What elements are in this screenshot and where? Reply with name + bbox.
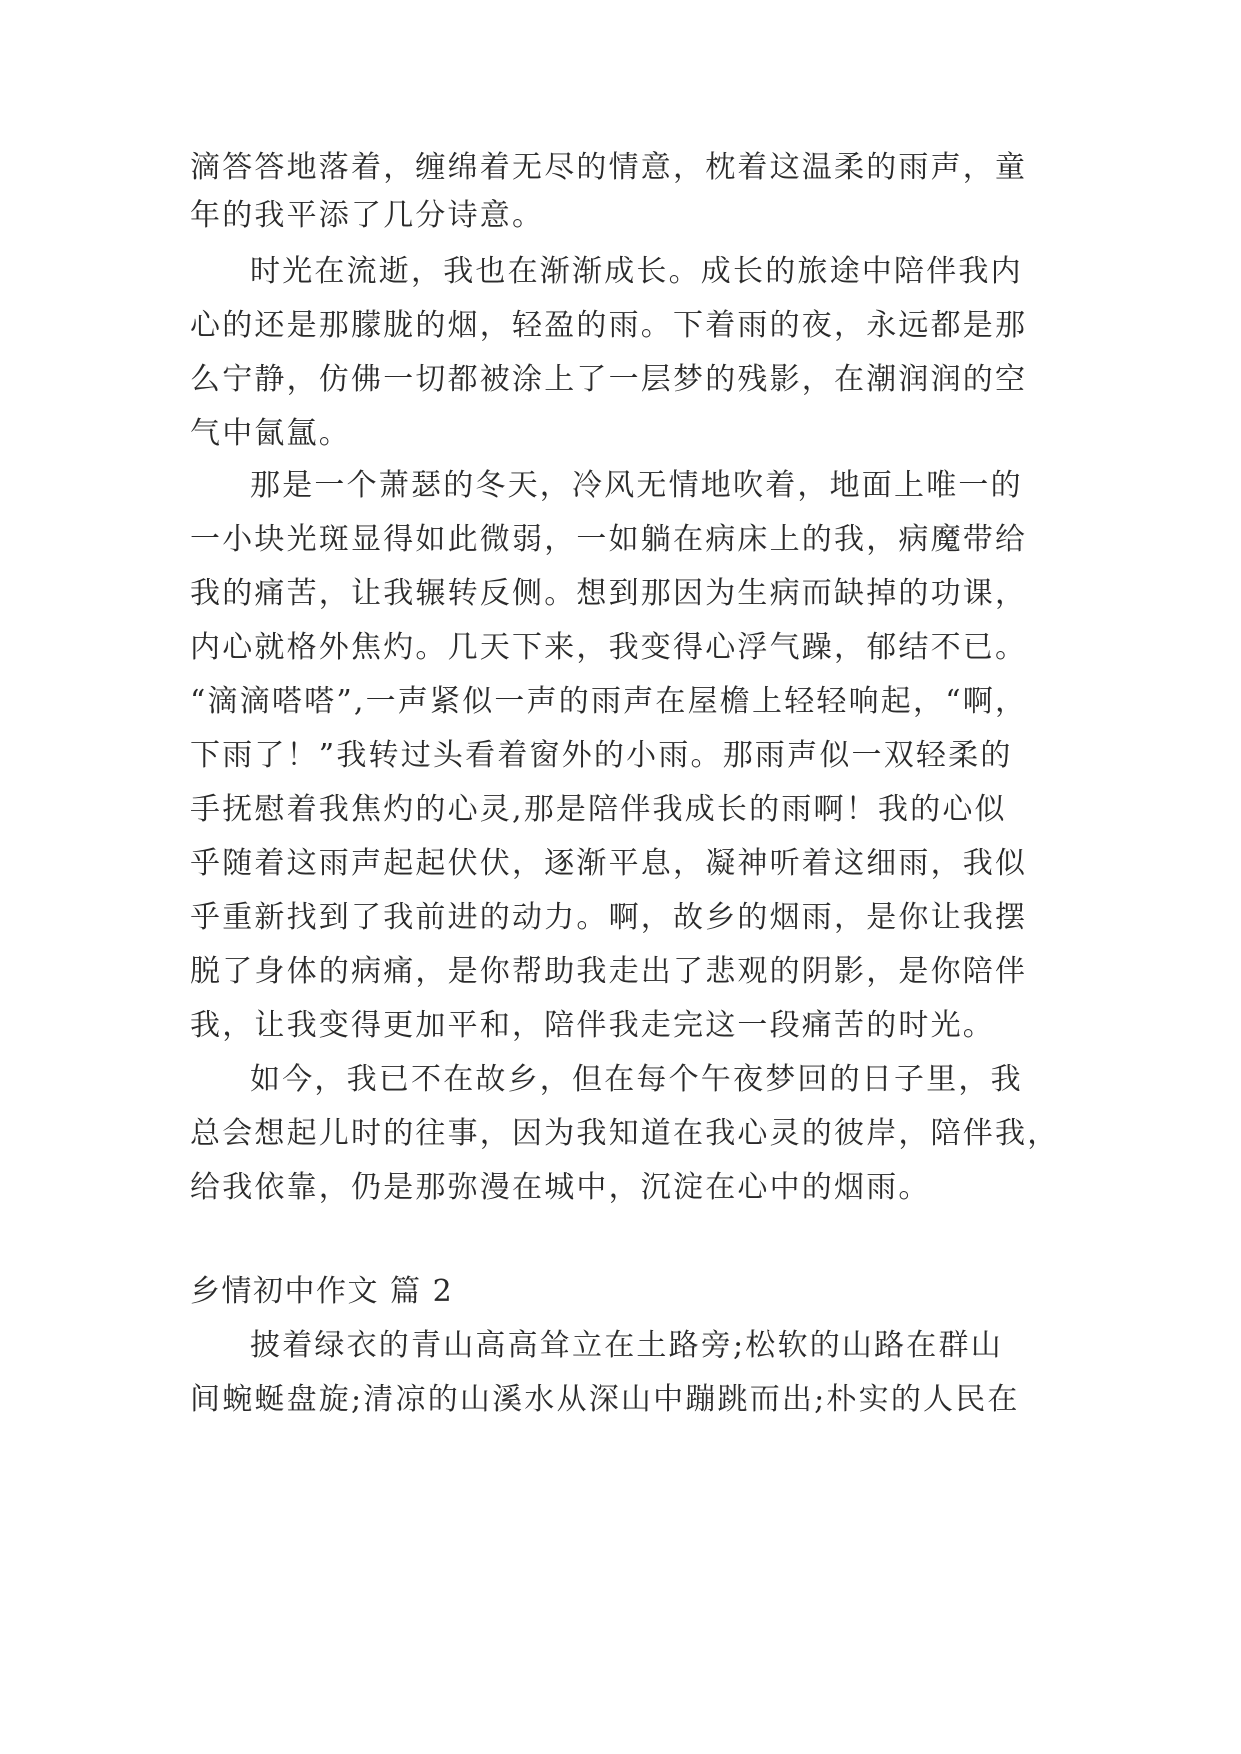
paragraph-line: 间蜿蜒盘旋;清凉的山溪水从深山中蹦跳而出;朴实的人民在 (190, 1382, 1020, 1417)
paragraph-line: 那是一个萧瑟的冬天，冷风无情地吹着，地面上唯一的 (250, 468, 1023, 503)
paragraph-line: 内心就格外焦灼。几天下来，我变得心浮气躁，郁结不已。 (190, 630, 1028, 665)
paragraph-line: 披着绿衣的青山高高耸立在土路旁;松软的山路在群山 (250, 1328, 1003, 1363)
paragraph-line: 时光在流逝，我也在渐渐成长。成长的旅途中陪伴我内 (250, 254, 1023, 289)
paragraph-line: 滴答答地落着，缠绵着无尽的情意，枕着这温柔的雨声，童 (190, 150, 1028, 185)
paragraph-line: 手抚慰着我焦灼的心灵,那是陪伴我成长的雨啊！我的心似 (190, 792, 1007, 827)
paragraph-line: 么宁静，仿佛一切都被涂上了一层梦的残影，在潮润润的空 (190, 362, 1028, 397)
paragraph-line: 我的痛苦，让我辗转反侧。想到那因为生病而缺掉的功课， (190, 576, 1028, 611)
paragraph-line: 乎随着这雨声起起伏伏，逐渐平息，凝神听着这细雨，我似 (190, 846, 1028, 881)
paragraph-line: 总会想起儿时的往事，因为我知道在我心灵的彼岸，陪伴我， (190, 1116, 1060, 1151)
paragraph-line: 心的还是那朦胧的烟，轻盈的雨。下着雨的夜，永远都是那 (190, 308, 1028, 343)
paragraph-line: 脱了身体的病痛，是你帮助我走出了悲观的阴影，是你陪伴 (190, 954, 1028, 989)
paragraph-line: 如今，我已不在故乡，但在每个午夜梦回的日子里，我 (250, 1062, 1023, 1097)
paragraph-line: 年的我平添了几分诗意。 (190, 198, 545, 233)
paragraph-line: “滴滴嗒嗒”,一声紧似一声的雨声在屋檐上轻轻响起，“啊， (190, 684, 1028, 719)
paragraph-line: 乎重新找到了我前进的动力。啊，故乡的烟雨，是你让我摆 (190, 900, 1028, 935)
section-heading: 乡情初中作文 篇 2 (190, 1274, 454, 1309)
paragraph-line: 给我依靠，仍是那弥漫在城中，沉淀在心中的烟雨。 (190, 1170, 931, 1205)
paragraph-line: 我，让我变得更加平和，陪伴我走完这一段痛苦的时光。 (190, 1008, 995, 1043)
paragraph-line: 气中氤氲。 (190, 416, 351, 451)
paragraph-line: 下雨了！”我转过头看着窗外的小雨。那雨声似一双轻柔的 (190, 738, 1013, 773)
paragraph-line: 一小块光斑显得如此微弱，一如躺在病床上的我，病魔带给 (190, 522, 1028, 557)
